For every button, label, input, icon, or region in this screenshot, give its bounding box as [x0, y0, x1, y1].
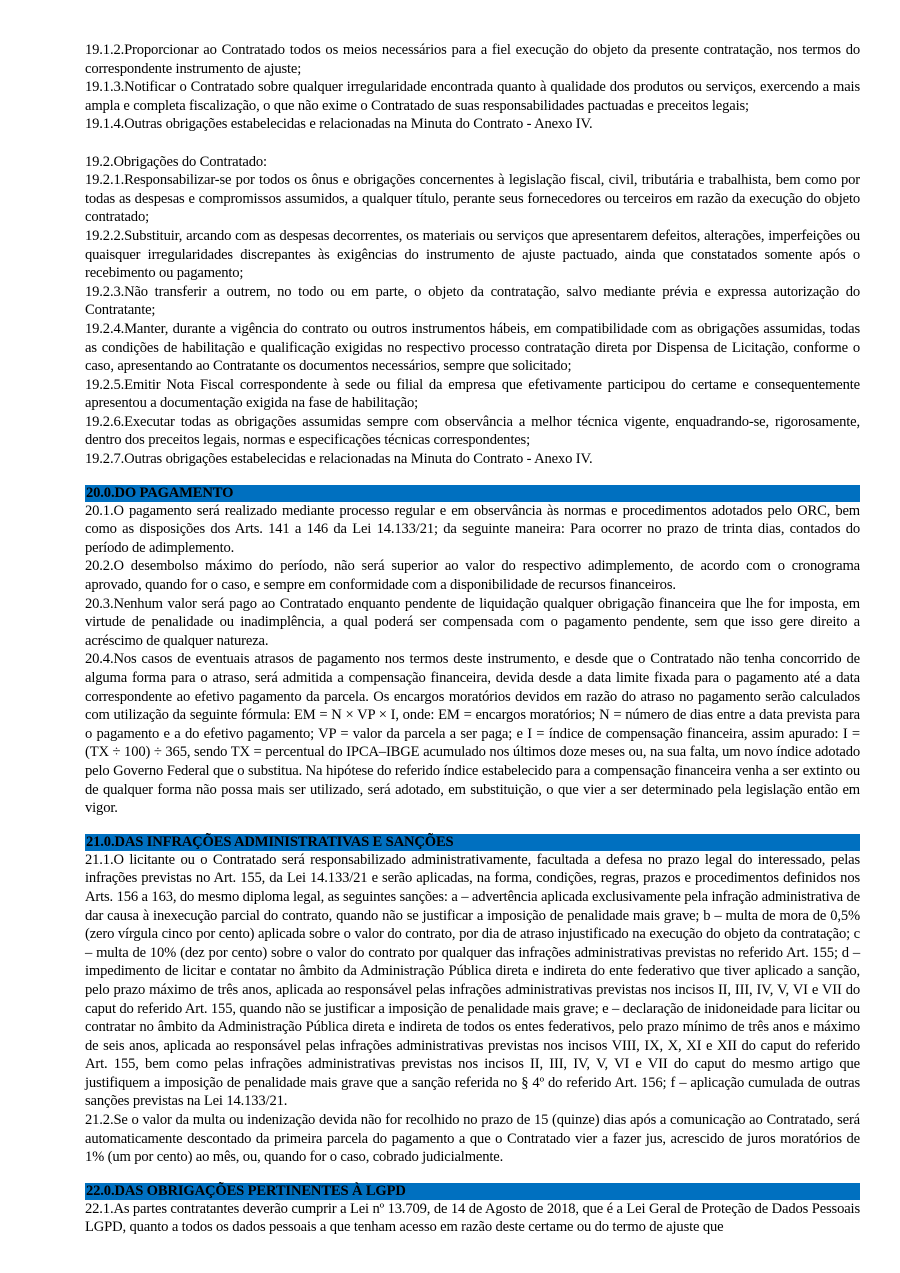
clause-19-2-2: 19.2.2.Substituir, arcando com as despesas decorrentes, os materiais ou serviços que apresentarem defeitos, alterações, imperfeições ou quaisquer irregularidades discrepantes às exigências do instrumento de ajuste pactuado, ainda que constatados somente após o recebimento ou pagamento; [85, 227, 860, 282]
clause-19-2-4: 19.2.4.Manter, durante a vigência do contrato ou outros instrumentos hábeis, em compatibilidade com as obrigações assumidas, todas as condições de habilitação e qualificação exigidas no respectivo processo contratação direta por Dispensa de Licitação, conforme o caso, apresentando ao Contratante os documentos necessários, sempre que solicitado; [85, 320, 860, 375]
clause-22-1: 22.1.As partes contratantes deverão cumprir a Lei nº 13.709, de 14 de Agosto de 2018, que é a Lei Geral de Proteção de Dados Pessoais LGPD, quanto a todos os dados pessoais a que tenham acesso em razão deste certame ou do termo de ajuste que [85, 1200, 860, 1236]
clause-19-1-4: 19.1.4.Outras obrigações estabelecidas e relacionadas na Minuta do Contrato - Anexo IV. [85, 116, 593, 133]
clause-19-1-2: 19.1.2.Proporcionar ao Contratado todos os meios necessários para a fiel execução do objeto da presente contratação, nos termos do correspondente instrumento de ajuste; [85, 42, 860, 77]
clause-19-2-6: 19.2.6.Executar todas as obrigações assumidas sempre com observância a melhor técnica vigente, enquadrando-se, rigorosamente, dentro dos preceitos legais, normas e especificações técnicas correspondentes; [85, 413, 860, 449]
section-heading-21: 21.0.DAS INFRAÇÕES ADMINISTRATIVAS E SANÇÕES [85, 834, 860, 851]
clause-20-2: 20.2.O desembolso máximo do período, não será superior ao valor do respectivo adimplemento, de acordo com o cronograma aprovado, quando for o caso, e sempre em conformidade com a disponibilidade de recursos financeiros. [85, 558, 860, 594]
blank-line [85, 134, 860, 153]
clause-19-2: 19.2.Obrigações do Contratado: [85, 153, 267, 170]
clause-19-2-3: 19.2.3.Não transferir a outrem, no todo ou em parte, o objeto da contratação, salvo mediante prévia e expressa autorização do Contratante; [85, 283, 860, 319]
clause-20-4: 20.4.Nos casos de eventuais atrasos de pagamento nos termos deste instrumento, e desde que o Contratado não tenha concorrido de alguma forma para o atraso, será admitida a compensação financeira, devida desde a data limite fixada para o pagamento até a data correspondente ao efetivo pagamento da parcela. Os encargos moratórios devidos em razão do atraso no pagamento serão calculados com utilização da seguinte fórmula: EM = N × VP × I, onde: EM = encargos moratórios; N = número de dias entre a data prevista para o pagamento e a do efetivo pagamento; VP = valor da parcela a ser paga; e I = índice de compensação financeira, assim apurado: I = (TX ÷ 100) ÷ 365, sendo TX = percentual do IPCA–IBGE acumulado nos últimos doze meses ou, na sua falta, um novo índice adotado pelo Governo Federal que o substitua. Na hipótese do referido índice estabelecido para a compensação financeira venha a ser extinto ou de qualquer forma não possa mais ser utilizado, será adotado, em substituição, o que vier a ser determinado pela legislação então em vigor. [85, 651, 860, 817]
clause-19-2-7: 19.2.7.Outras obrigações estabelecidas e relacionadas na Minuta do Contrato - Anexo IV. [85, 451, 593, 468]
clause-19-2-5: 19.2.5.Emitir Nota Fiscal correspondente à sede ou filial da empresa que efetivamente participou do certame e consequentemente apresentou a documentação exigida na fase de habilitação; [85, 376, 860, 412]
clause-21-2: 21.2.Se o valor da multa ou indenização devida não for recolhido no prazo de 15 (quinze) dias após a comunicação ao Contratado, será automaticamente descontado da primeira parcela do pagamento a que o Contratado vier a fazer jus, acrescido de juros moratórios de 1% (um por cento) ao mês, ou, quando for o caso, cobrado judicialmente. [85, 1112, 860, 1166]
clause-19-1-3: 19.1.3.Notificar o Contratado sobre qualquer irregularidade encontrada quanto à qualidade dos produtos ou serviços, exercendo a mais ampla e completa fiscalização, o que não exime o Contratado de suas responsabilidades pactuadas e preceitos legais; [85, 79, 860, 114]
clause-19-2-1: 19.2.1.Responsabilizar-se por todos os ônus e obrigações concernentes à legislação fiscal, civil, tributária e trabalhista, bem como por todas as despesas e compromissos assumidos, a qualquer título, perante seus fornecedores ou terceiros em razão da execução do objeto contratado; [85, 172, 860, 226]
section-heading-22: 22.0.DAS OBRIGAÇÕES PERTINENTES À LGPD [85, 1183, 860, 1200]
clause-20-3: 20.3.Nenhum valor será pago ao Contratado enquanto pendente de liquidação qualquer obrigação financeira que lhe for imposta, em virtude de penalidade ou inadimplência, a qual poderá ser compensada com o pagamento pendente, sem que isso gere direito a acréscimo de qualquer natureza. [85, 595, 860, 649]
clause-21-1: 21.1.O licitante ou o Contratado será responsabilizado administrativamente, facultada a defesa no prazo legal do interessado, pelas infrações previstas no Art. 155, da Lei 14.133/21 e serão aplicadas, na forma, condições, regras, prazos e procedimentos definidos nos Arts. 156 a 163, do mesmo diploma legal, as seguintes sanções: a – advertência aplicada exclusivamente pela infração administrativa de dar causa à inexecução parcial do contrato, quando não se justificar a imposição de penalidade mais grave; b – multa de mora de 0,5% (zero vírgula cinco por cento) aplicada sobre o valor do contrato, por dia de atraso injustificado na execução do objeto da contratação; c – multa de 10% (dez por cento) sobre o valor do contrato por qualquer das infrações administrativas previstas no referido Art. 155; d – impedimento de licitar e contatar no âmbito da Administração Pública direta e indireta do ente federativo que tiver aplicado a sanção, pelo prazo máximo de três anos, aplicada ao responsável pelas infrações administrativas previstas nos incisos II, III, IV, V, VI e VII do caput do referido Art. 155, quando não se justificar a imposição de penalidade mais grave; e – declaração de inidoneidade para licitar ou contratar no âmbito da Administração Pública direta e indireta de todos os entes federativos, pelo prazo mínimo de três anos e máximo de seis anos, aplicada ao responsável pelas infrações administrativas previstas nos incisos VIII, IX, X, XI e XII do caput do referido Art. 155, bem como pelas infrações administrativas previstas nos incisos II, III, IV, V, VI e VII do caput do mesmo artigo que justifiquem a imposição de penalidade mais grave que a sanção referida no § 4º do referido Art. 156; f – aplicação cumulada de outras sanções previstas na Lei 14.133/21. [85, 851, 860, 1110]
clause-20-1: 20.1.O pagamento será realizado mediante processo regular e em observância às normas e procedimentos adotados pelo ORC, bem como as disposições dos Arts. 141 a 146 da Lei 14.133/21; da seguinte maneira: Para ocorrer no prazo de trinta dias, contados do período de adimplemento. [85, 502, 860, 556]
document-page [85, 41, 860, 1237]
section-heading-20: 20.0.DO PAGAMENTO [85, 485, 860, 502]
